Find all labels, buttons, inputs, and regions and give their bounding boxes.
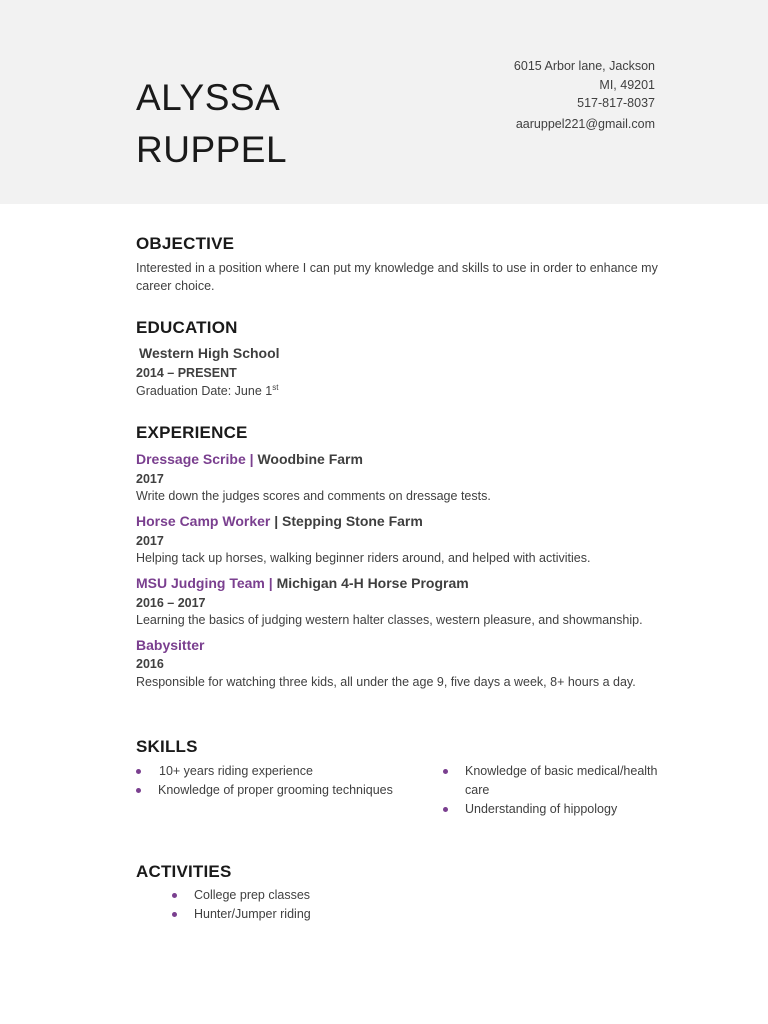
skills-list-right bbox=[443, 762, 668, 819]
education-heading: EDUCATION bbox=[136, 318, 238, 337]
job-separator: | bbox=[274, 513, 279, 529]
education-dates: 2014 – PRESENT bbox=[136, 366, 237, 380]
activities-heading: ACTIVITIES bbox=[136, 862, 232, 881]
objective-heading: OBJECTIVE bbox=[136, 234, 235, 253]
job-role: Dressage Scribe bbox=[136, 451, 246, 467]
job-title-line bbox=[136, 575, 469, 591]
list-item: 10+ years riding experience bbox=[136, 762, 406, 781]
job-organization: Michigan 4-H Horse Program bbox=[276, 575, 469, 591]
job-description: Learning the basics of judging western halter classes, western pleasure, and showmanship. bbox=[136, 613, 643, 627]
job-separator: | bbox=[249, 451, 254, 467]
job-role: Babysitter bbox=[136, 637, 205, 653]
objective-text: Interested in a position where I can put my knowledge and skills to use in order to enhance my career choice. bbox=[136, 261, 658, 293]
list-item: Understanding of hippology bbox=[443, 800, 668, 819]
phone-number: 517-817-8037 bbox=[577, 96, 655, 110]
job-role: MSU Judging Team bbox=[136, 575, 265, 591]
resume-header bbox=[0, 0, 768, 204]
bullet-icon bbox=[136, 769, 141, 774]
name-first: ALYSSA bbox=[136, 77, 281, 118]
graduation-date: Graduation Date: June 1st bbox=[136, 382, 279, 398]
list-item: Hunter/Jumper riding bbox=[172, 905, 472, 924]
school-name: Western High School bbox=[139, 345, 280, 361]
address-line-1: 6015 Arbor lane, Jackson bbox=[513, 59, 655, 73]
job-organization: Stepping Stone Farm bbox=[282, 513, 423, 529]
job-organization: Woodbine Farm bbox=[257, 451, 363, 467]
experience-heading: EXPERIENCE bbox=[136, 423, 248, 442]
bullet-icon bbox=[443, 807, 448, 812]
list-item: College prep classes bbox=[172, 886, 472, 905]
job-title-line bbox=[136, 513, 423, 529]
activities-list bbox=[172, 886, 472, 924]
job-dates: 2016 – 2017 bbox=[136, 596, 206, 610]
job-dates: 2016 bbox=[136, 657, 164, 671]
job-title-line bbox=[136, 451, 363, 467]
skills-heading: SKILLS bbox=[136, 737, 198, 756]
job-description: Write down the judges scores and comments on dressage tests. bbox=[136, 489, 491, 503]
job-role: Horse Camp Worker bbox=[136, 513, 271, 529]
list-item: Knowledge of proper grooming techniques bbox=[136, 781, 406, 800]
job-separator: | bbox=[268, 575, 273, 591]
contact-info bbox=[514, 57, 655, 133]
address-line-2: MI, 49201 bbox=[599, 77, 655, 92]
name-last: RUPPEL bbox=[136, 129, 288, 170]
bullet-icon bbox=[172, 912, 177, 917]
email-address[interactable]: aaruppel221@gmail.com bbox=[515, 116, 655, 131]
list-item: Knowledge of basic medical/health care bbox=[443, 762, 668, 800]
job-dates: 2017 bbox=[136, 534, 164, 548]
job-description: Helping tack up horses, walking beginner riders around, and helped with activities. bbox=[136, 551, 591, 565]
job-description: Responsible for watching three kids, all under the age 9, five days a week, 8+ hours a day. bbox=[136, 675, 636, 689]
job-title-line bbox=[136, 637, 204, 653]
bullet-icon bbox=[136, 788, 141, 793]
job-dates: 2017 bbox=[136, 472, 164, 486]
bullet-icon bbox=[443, 769, 448, 774]
bullet-icon bbox=[172, 893, 177, 898]
candidate-name bbox=[136, 72, 287, 176]
skills-list-left bbox=[136, 762, 406, 800]
